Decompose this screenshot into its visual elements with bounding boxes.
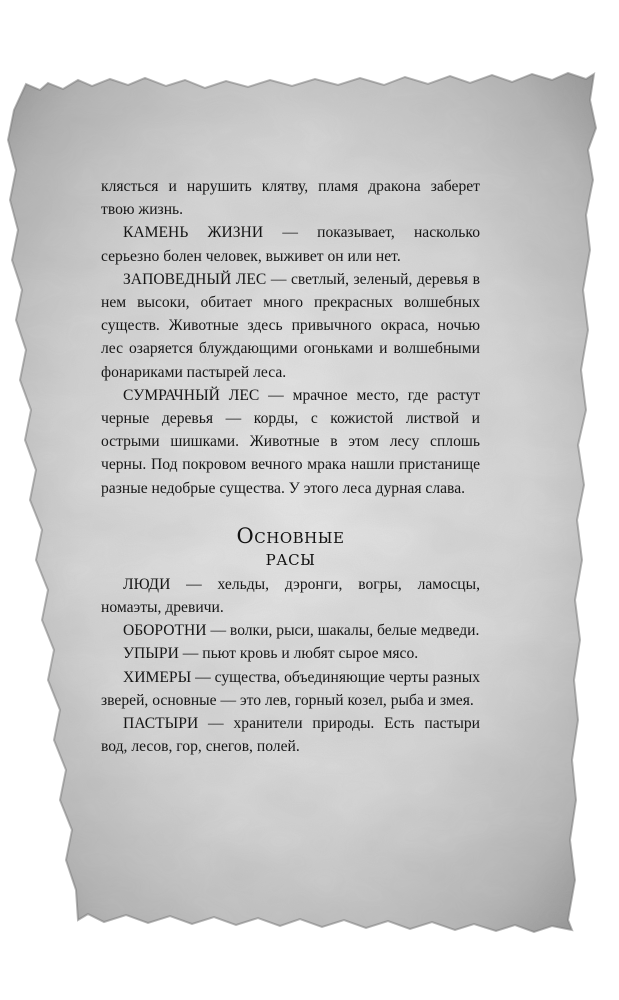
paragraph-chimeras: ХИМЕРЫ — существа, объединяющие черты разных зверей, основные — это лев, горный козел, рыба и змея. [101, 668, 480, 709]
heading-line-2: расы [265, 545, 316, 570]
page-text [101, 175, 480, 758]
paragraph-shepherds: ПАСТЫРИ — хранители природы. Есть пастыри вод, лесов, гор, снегов, полей. [101, 715, 480, 756]
heading-line-1: Основные [236, 523, 345, 548]
paragraph-flame-oath: клясться и нарушить клятву, пламя дракона заберет твою жизнь. [101, 178, 480, 219]
section-heading-main-races [101, 525, 480, 569]
paragraph-werewolves: ОБОРОТНИ — волки, рыси, шакалы, белые медведи. [123, 622, 480, 640]
paragraph-twilight-forest: СУМРАЧНЫЙ ЛЕС — мрачное место, где растут черные деревья — корды, с кожистой листвой и острыми шишками. Животные в этом лесу сплошь черны. Под покровом вечного мрака нашли пристанище разные недобрые существа. У этого леса дурная слава. [101, 386, 480, 497]
paragraph-stone-of-life: КАМЕНЬ ЖИЗНИ — показывает, насколько серьезно болен человек, выживет он или нет. [101, 224, 480, 265]
paragraph-humans: ЛЮДИ — хельды, дэронги, вогры, ламосцы, номаэты, древичи. [101, 575, 480, 617]
paragraph-vampires: УПЫРИ — пьют кровь и любят сырое мясо. [123, 645, 419, 663]
paragraph-sacred-forest: ЗАПОВЕДНЫЙ ЛЕС — светлый, зеленый, деревья в нем высоки, обитает много прекрасных волшебных существ. Животные здесь привычного окраса, ночью лес озаряется блуждающими огоньками и волшебными фонариками пастырей леса. [101, 270, 480, 381]
